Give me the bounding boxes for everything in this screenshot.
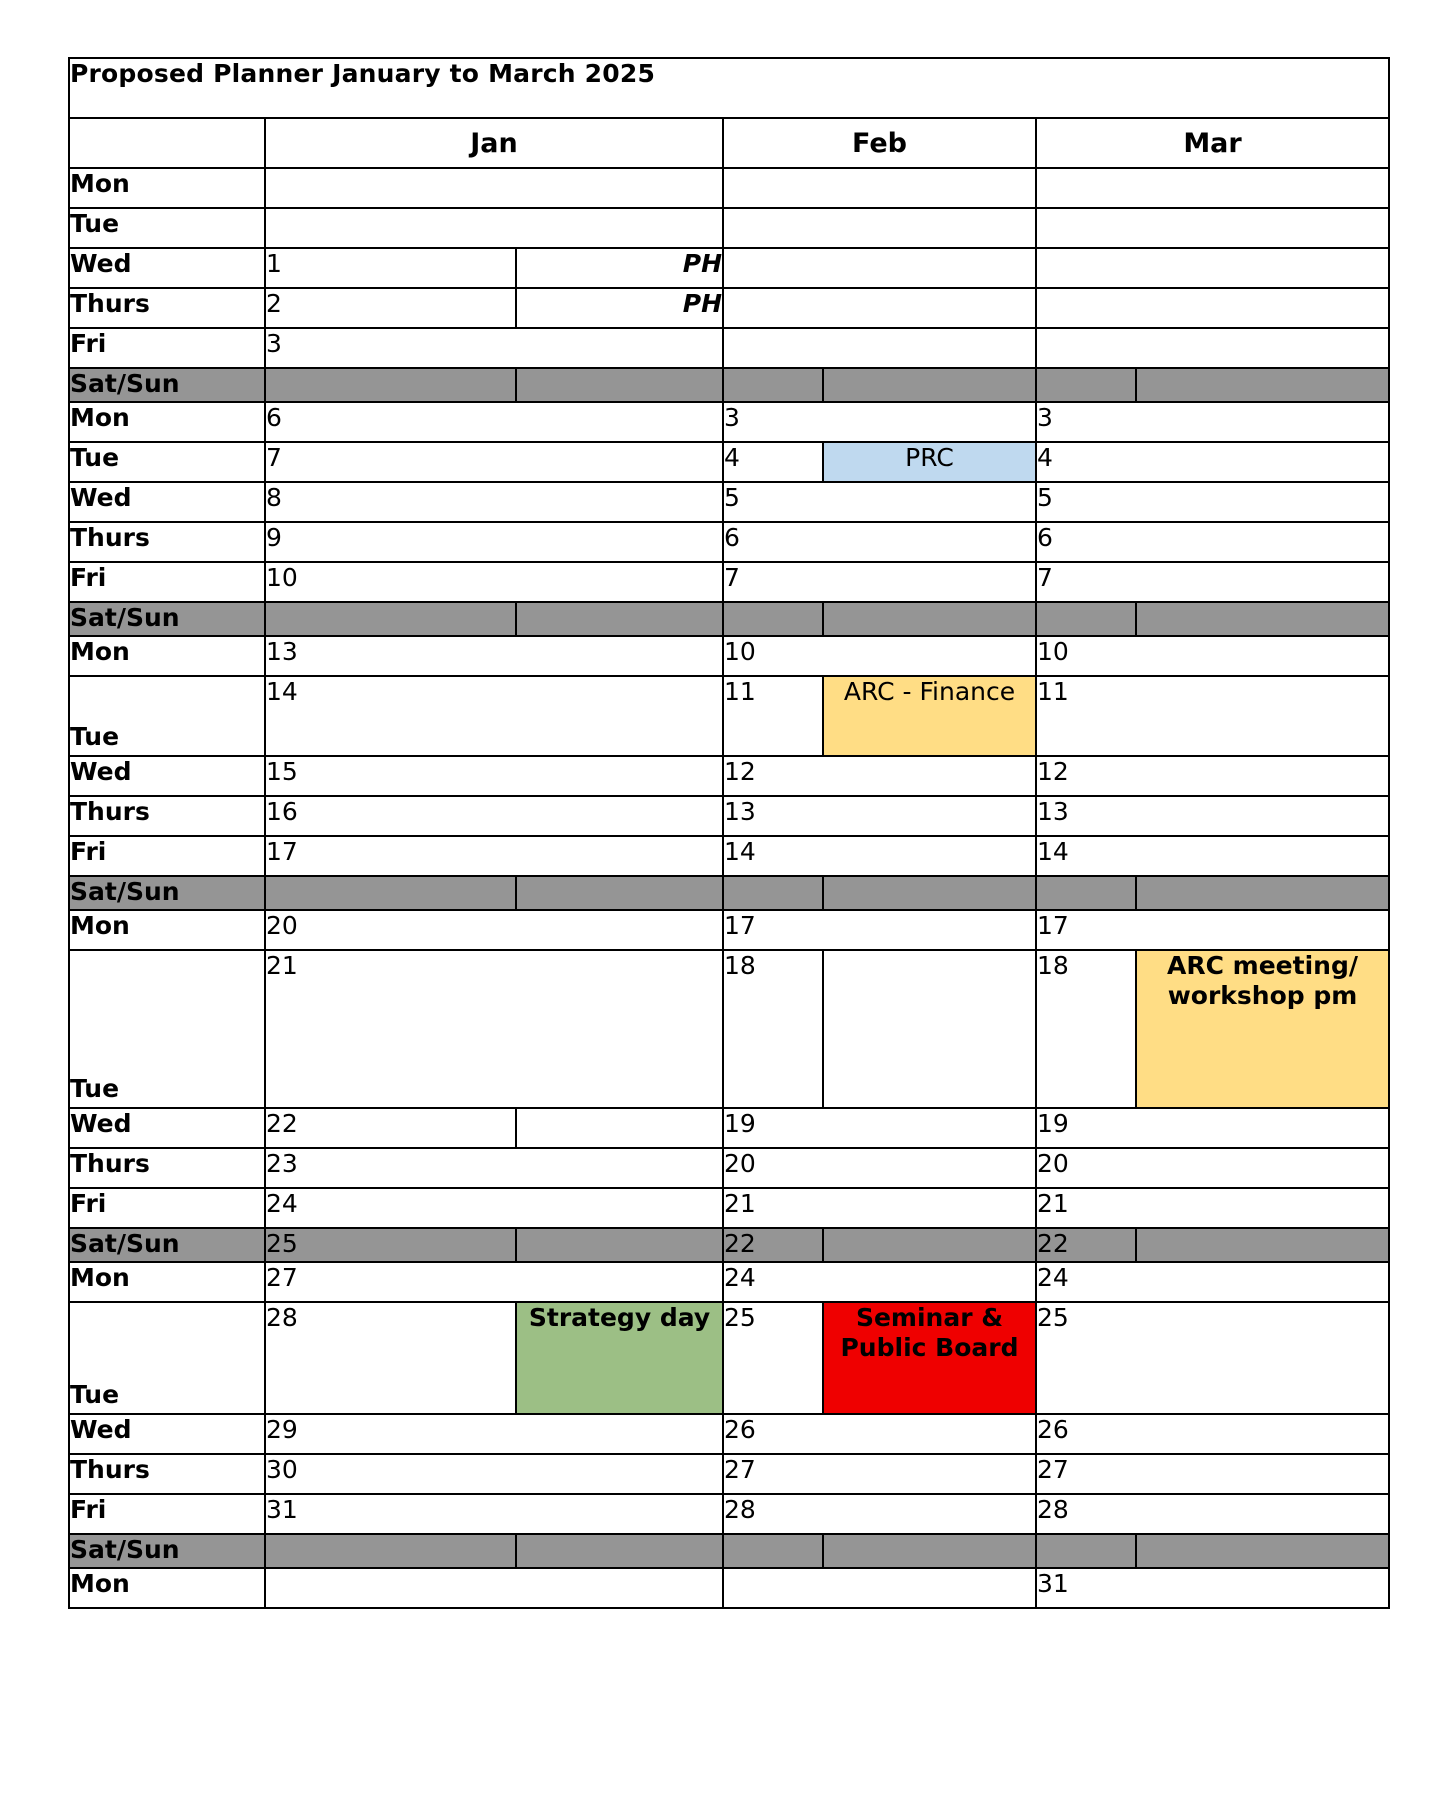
jan-cell — [265, 168, 723, 208]
day-label: Mon — [69, 910, 265, 950]
mar-cell — [1036, 328, 1389, 368]
day-label: Sat/Sun — [69, 1228, 265, 1262]
feb-cell — [723, 248, 1036, 288]
feb-cell: 21 — [723, 1188, 1036, 1228]
month-header-mar: Mar — [1036, 118, 1389, 168]
jan-cell: 10 — [265, 562, 723, 602]
jan-cell: 17 — [265, 836, 723, 876]
feb-cell: 17 — [723, 910, 1036, 950]
mar-cell: 19 — [1036, 1108, 1389, 1148]
feb-cell: 4 — [723, 442, 823, 482]
mar-cell: 18 — [1036, 950, 1136, 1108]
mar-note-cell — [1136, 1534, 1389, 1568]
table-row — [69, 836, 1389, 876]
day-label: Sat/Sun — [69, 876, 265, 910]
day-label: Mon — [69, 1262, 265, 1302]
jan-cell: 7 — [265, 442, 723, 482]
quarterly-planner-table — [68, 57, 1390, 1609]
jan-cell: 15 — [265, 756, 723, 796]
day-label: Sat/Sun — [69, 368, 265, 402]
feb-note-cell — [823, 368, 1036, 402]
day-label: Fri — [69, 328, 265, 368]
day-label: Fri — [69, 1188, 265, 1228]
table-row — [69, 1302, 1389, 1414]
table-row — [69, 522, 1389, 562]
jan-cell: 14 — [265, 676, 723, 756]
jan-cell: 6 — [265, 402, 723, 442]
jan-note-cell — [516, 1534, 723, 1568]
jan-cell: 13 — [265, 636, 723, 676]
mar-cell: 22 — [1036, 1228, 1136, 1262]
table-row — [69, 1188, 1389, 1228]
mar-cell — [1036, 1534, 1136, 1568]
table-row — [69, 248, 1389, 288]
table-row — [69, 562, 1389, 602]
day-label: Fri — [69, 1494, 265, 1534]
feb-note-cell — [823, 1534, 1036, 1568]
month-header-row — [69, 118, 1389, 168]
table-row — [69, 482, 1389, 522]
jan-cell: 16 — [265, 796, 723, 836]
feb-note-cell — [823, 950, 1036, 1108]
mar-cell: 6 — [1036, 522, 1389, 562]
jan-cell: 24 — [265, 1188, 723, 1228]
event-arc-meeting: ARC meeting/ workshop pm — [1136, 950, 1389, 1108]
jan-note-cell — [516, 1108, 723, 1148]
jan-cell — [265, 602, 516, 636]
jan-cell: 28 — [265, 1302, 516, 1414]
mar-cell — [1036, 208, 1389, 248]
jan-cell: 30 — [265, 1454, 723, 1494]
day-label: Mon — [69, 636, 265, 676]
day-label: Tue — [69, 676, 265, 756]
feb-cell: 7 — [723, 562, 1036, 602]
title-row — [69, 58, 1389, 118]
day-label: Sat/Sun — [69, 602, 265, 636]
table-row — [69, 1454, 1389, 1494]
jan-cell: 27 — [265, 1262, 723, 1302]
table-row — [69, 1494, 1389, 1534]
feb-cell: 11 — [723, 676, 823, 756]
day-label: Sat/Sun — [69, 1534, 265, 1568]
feb-cell: 22 — [723, 1228, 823, 1262]
feb-cell — [723, 328, 1036, 368]
day-label: Thurs — [69, 1148, 265, 1188]
jan-cell: 8 — [265, 482, 723, 522]
mar-cell — [1036, 168, 1389, 208]
feb-cell: 3 — [723, 402, 1036, 442]
jan-cell: 23 — [265, 1148, 723, 1188]
feb-cell — [723, 208, 1036, 248]
feb-cell: 18 — [723, 950, 823, 1108]
jan-cell: 3 — [265, 328, 723, 368]
mar-cell: 13 — [1036, 796, 1389, 836]
weekend-row — [69, 602, 1389, 636]
event-arc-finance: ARC - Finance — [823, 676, 1036, 756]
day-label: Thurs — [69, 1454, 265, 1494]
feb-cell: 5 — [723, 482, 1036, 522]
feb-cell: 24 — [723, 1262, 1036, 1302]
mar-cell: 20 — [1036, 1148, 1389, 1188]
mar-cell: 21 — [1036, 1188, 1389, 1228]
mar-cell — [1036, 248, 1389, 288]
table-row — [69, 950, 1389, 1108]
feb-cell: 20 — [723, 1148, 1036, 1188]
day-label: Wed — [69, 482, 265, 522]
corner-cell — [69, 118, 265, 168]
table-row — [69, 910, 1389, 950]
feb-note-cell — [823, 1228, 1036, 1262]
feb-cell — [723, 1568, 1036, 1608]
mar-cell — [1036, 876, 1136, 910]
jan-cell — [265, 1534, 516, 1568]
jan-cell — [265, 1568, 723, 1608]
day-label: Mon — [69, 1568, 265, 1608]
jan-cell — [265, 208, 723, 248]
weekend-row — [69, 1228, 1389, 1262]
page-title: Proposed Planner January to March 2025 — [69, 58, 1389, 118]
jan-cell: 29 — [265, 1414, 723, 1454]
feb-cell: 26 — [723, 1414, 1036, 1454]
jan-cell: 9 — [265, 522, 723, 562]
weekend-row — [69, 876, 1389, 910]
table-row — [69, 1262, 1389, 1302]
day-label: Tue — [69, 950, 265, 1108]
mar-cell: 11 — [1036, 676, 1389, 756]
jan-note-cell — [516, 876, 723, 910]
feb-cell: 12 — [723, 756, 1036, 796]
feb-cell: 28 — [723, 1494, 1036, 1534]
day-label: Tue — [69, 1302, 265, 1414]
feb-cell — [723, 602, 823, 636]
day-label: Wed — [69, 1414, 265, 1454]
jan-note-cell — [516, 1228, 723, 1262]
mar-cell — [1036, 288, 1389, 328]
jan-note-cell — [516, 368, 723, 402]
jan-cell — [265, 876, 516, 910]
event-seminar-public-board: Seminar & Public Board — [823, 1302, 1036, 1414]
day-label: Mon — [69, 168, 265, 208]
day-label: Wed — [69, 1108, 265, 1148]
feb-cell: 14 — [723, 836, 1036, 876]
mar-cell: 10 — [1036, 636, 1389, 676]
table-row — [69, 636, 1389, 676]
day-label: Tue — [69, 208, 265, 248]
table-row — [69, 288, 1389, 328]
table-row — [69, 756, 1389, 796]
feb-cell: 10 — [723, 636, 1036, 676]
jan-cell: 22 — [265, 1108, 516, 1148]
mar-cell: 4 — [1036, 442, 1389, 482]
weekend-row — [69, 368, 1389, 402]
feb-cell — [723, 1534, 823, 1568]
mar-cell: 12 — [1036, 756, 1389, 796]
table-row — [69, 402, 1389, 442]
mar-cell: 14 — [1036, 836, 1389, 876]
table-row — [69, 328, 1389, 368]
jan-note-ph: PH — [516, 248, 723, 288]
jan-cell: 21 — [265, 950, 723, 1108]
table-row — [69, 168, 1389, 208]
day-label: Thurs — [69, 288, 265, 328]
mar-cell — [1036, 602, 1136, 636]
mar-cell: 31 — [1036, 1568, 1389, 1608]
mar-note-cell — [1136, 1228, 1389, 1262]
jan-note-ph: PH — [516, 288, 723, 328]
jan-cell: 1 — [265, 248, 516, 288]
feb-cell: 6 — [723, 522, 1036, 562]
mar-note-cell — [1136, 876, 1389, 910]
day-label: Thurs — [69, 796, 265, 836]
mar-note-cell — [1136, 368, 1389, 402]
table-row — [69, 442, 1389, 482]
mar-cell: 5 — [1036, 482, 1389, 522]
month-header-jan: Jan — [265, 118, 723, 168]
feb-cell — [723, 288, 1036, 328]
month-header-feb: Feb — [723, 118, 1036, 168]
feb-cell: 27 — [723, 1454, 1036, 1494]
feb-note-cell — [823, 876, 1036, 910]
jan-cell: 2 — [265, 288, 516, 328]
day-label: Fri — [69, 562, 265, 602]
day-label: Fri — [69, 836, 265, 876]
mar-cell: 24 — [1036, 1262, 1389, 1302]
table-row — [69, 1568, 1389, 1608]
event-strategy-day: Strategy day — [516, 1302, 723, 1414]
day-label: Tue — [69, 442, 265, 482]
day-label: Wed — [69, 756, 265, 796]
jan-cell: 31 — [265, 1494, 723, 1534]
table-row — [69, 208, 1389, 248]
mar-cell: 7 — [1036, 562, 1389, 602]
mar-cell: 25 — [1036, 1302, 1389, 1414]
jan-note-cell — [516, 602, 723, 636]
feb-cell — [723, 168, 1036, 208]
table-row — [69, 676, 1389, 756]
mar-cell: 17 — [1036, 910, 1389, 950]
table-row — [69, 1414, 1389, 1454]
jan-cell: 25 — [265, 1228, 516, 1262]
feb-cell — [723, 876, 823, 910]
event-prc: PRC — [823, 442, 1036, 482]
table-row — [69, 1148, 1389, 1188]
feb-note-cell — [823, 602, 1036, 636]
mar-cell: 27 — [1036, 1454, 1389, 1494]
mar-note-cell — [1136, 602, 1389, 636]
feb-cell: 13 — [723, 796, 1036, 836]
mar-cell: 3 — [1036, 402, 1389, 442]
day-label: Mon — [69, 402, 265, 442]
feb-cell — [723, 368, 823, 402]
table-row — [69, 1108, 1389, 1148]
mar-cell: 28 — [1036, 1494, 1389, 1534]
feb-cell: 25 — [723, 1302, 823, 1414]
jan-cell: 20 — [265, 910, 723, 950]
day-label: Wed — [69, 248, 265, 288]
mar-cell — [1036, 368, 1136, 402]
jan-cell — [265, 368, 516, 402]
weekend-row — [69, 1534, 1389, 1568]
table-row — [69, 796, 1389, 836]
feb-cell: 19 — [723, 1108, 1036, 1148]
mar-cell: 26 — [1036, 1414, 1389, 1454]
day-label: Thurs — [69, 522, 265, 562]
